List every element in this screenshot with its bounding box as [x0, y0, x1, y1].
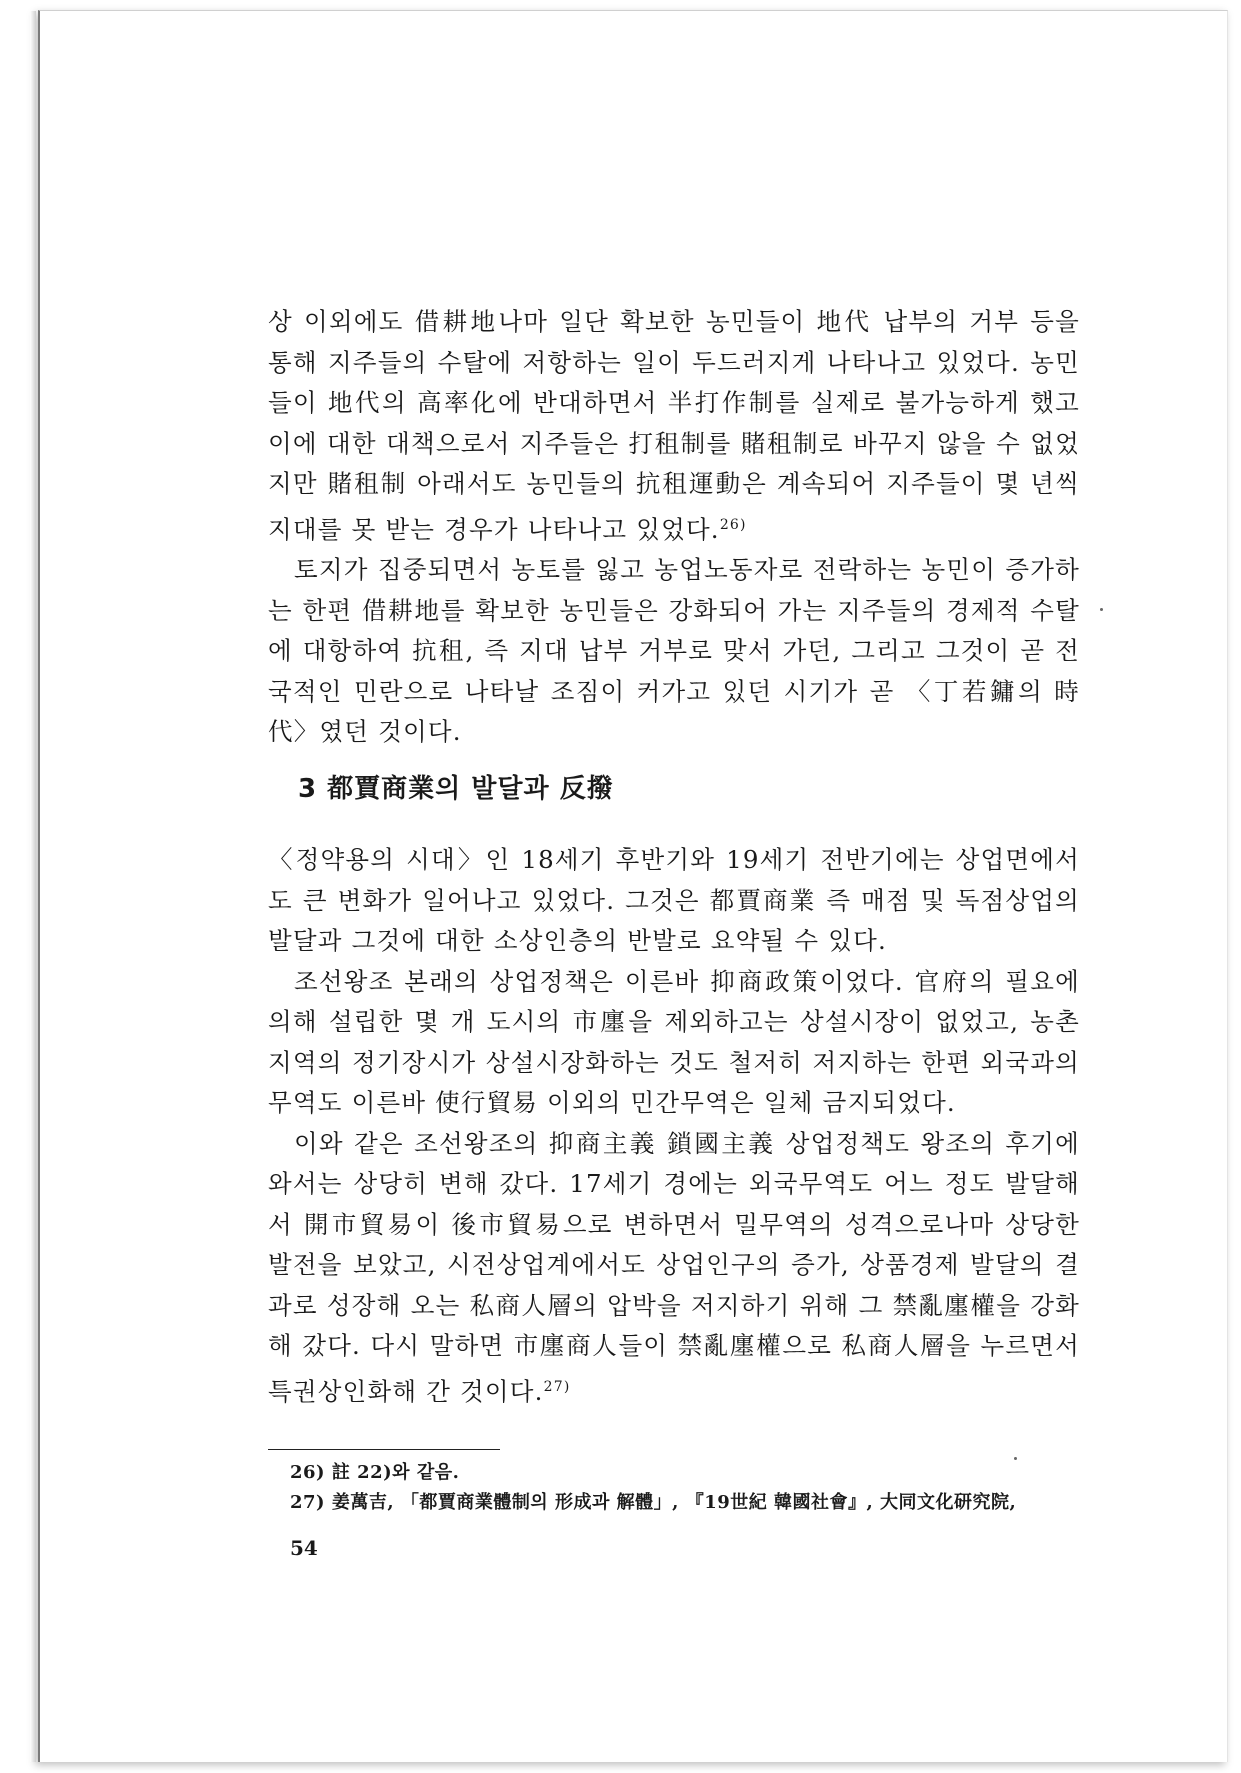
page-number: 54 — [290, 1536, 318, 1560]
body-text-upper — [268, 302, 1080, 753]
paragraph-4: 조선왕조 본래의 상업정책은 이른바 抑商政策이었다. 官府의 필요에 의해 설립한 몇 개 도시의 市廛을 제외하고는 상설시장이 없었고, 농촌지역의 정기장시가 상설시장화하는 것도 철저히 저지하는 한편 외국과의 무역도 이른바 使行貿易 이외의 민간무역은 일체 금지되었다. — [268, 966, 1080, 1117]
speck — [1100, 608, 1103, 611]
paragraph-1-text: 상 이외에도 借耕地나마 일단 확보한 농민들이 地代 납부의 거부 등을 통해 지주들의 수탈에 저항하는 일이 두드러지게 나타나고 있었다. 농민들이 地代의 高率化에 반대하면서 半打作制를 실제로 불가능하게 했고 이에 대한 대책으로서 지주들은 打租制를 賭租制로 바꾸지 않을 수 없었지만 賭租制 아래서도 농민들의 抗租運動은 계속되어 지주들이 몇 년씩 지대를 못 받는 경우가 나타나고 있었다. — [268, 307, 1080, 544]
paragraph-5 — [268, 1124, 1080, 1413]
paragraph-3: 〈정약용의 시대〉인 18세기 후반기와 19세기 전반기에는 상업면에서도 큰 변화가 일어나고 있었다. 그것은 都賈商業 즉 매점 및 독점상업의 발달과 그것에 대한 소상인층의 반발로 요약될 수 있다. — [268, 845, 1080, 955]
speck — [1014, 1457, 1017, 1460]
paragraph-5-text: 이와 같은 조선왕조의 抑商主義 鎖國主義 상업정책도 왕조의 후기에 와서는 상당히 변해 갔다. 17세기 경에는 외국무역도 어느 정도 발달해서 開市貿易이 後市貿易으로 변하면서 밀무역의 성격으로나마 상당한 발전을 보았고, 시전상업계에서도 상업인구의 증가, 상품경제 발달의 결과로 성장해 오는 私商人層의 압박을 저지하기 위해 그 禁亂廛權을 강화해 갔다. 다시 말하면 市廛商人들이 禁亂廛權으로 私商人層을 누르면서 특권상인화해 간 것이다. — [268, 1128, 1080, 1406]
footnotes — [290, 1458, 1080, 1518]
footnote-26: 26) 註 22)와 같음. — [290, 1462, 460, 1483]
body-text-lower — [268, 840, 1080, 1412]
paragraph-1 — [268, 302, 1080, 550]
footnote-divider — [268, 1449, 500, 1450]
section-heading: 3 都賈商業의 발달과 反撥 — [298, 774, 614, 804]
footnote-ref-27: 27) — [543, 1378, 571, 1395]
paragraph-2: 토지가 집중되면서 농토를 잃고 농업노동자로 전락하는 농민이 증가하는 한편 借耕地를 확보한 농민들은 강화되어 가는 지주들의 경제적 수탈에 대항하여 抗租, 즉 지대 납부 거부로 맞서 가던, 그리고 그것이 곧 전국적인 민란으로 나타날 조짐이 커가고 있던 시기가 곧 〈丁若鏞의 時代〉였던 것이다. — [268, 555, 1080, 747]
footnote-27: 27) 姜萬吉, 「都賈商業體制의 形成과 解體」, 『19世紀 韓國社會』, 大同文化研究院, — [290, 1492, 1017, 1513]
footnote-ref-26: 26) — [719, 516, 747, 533]
